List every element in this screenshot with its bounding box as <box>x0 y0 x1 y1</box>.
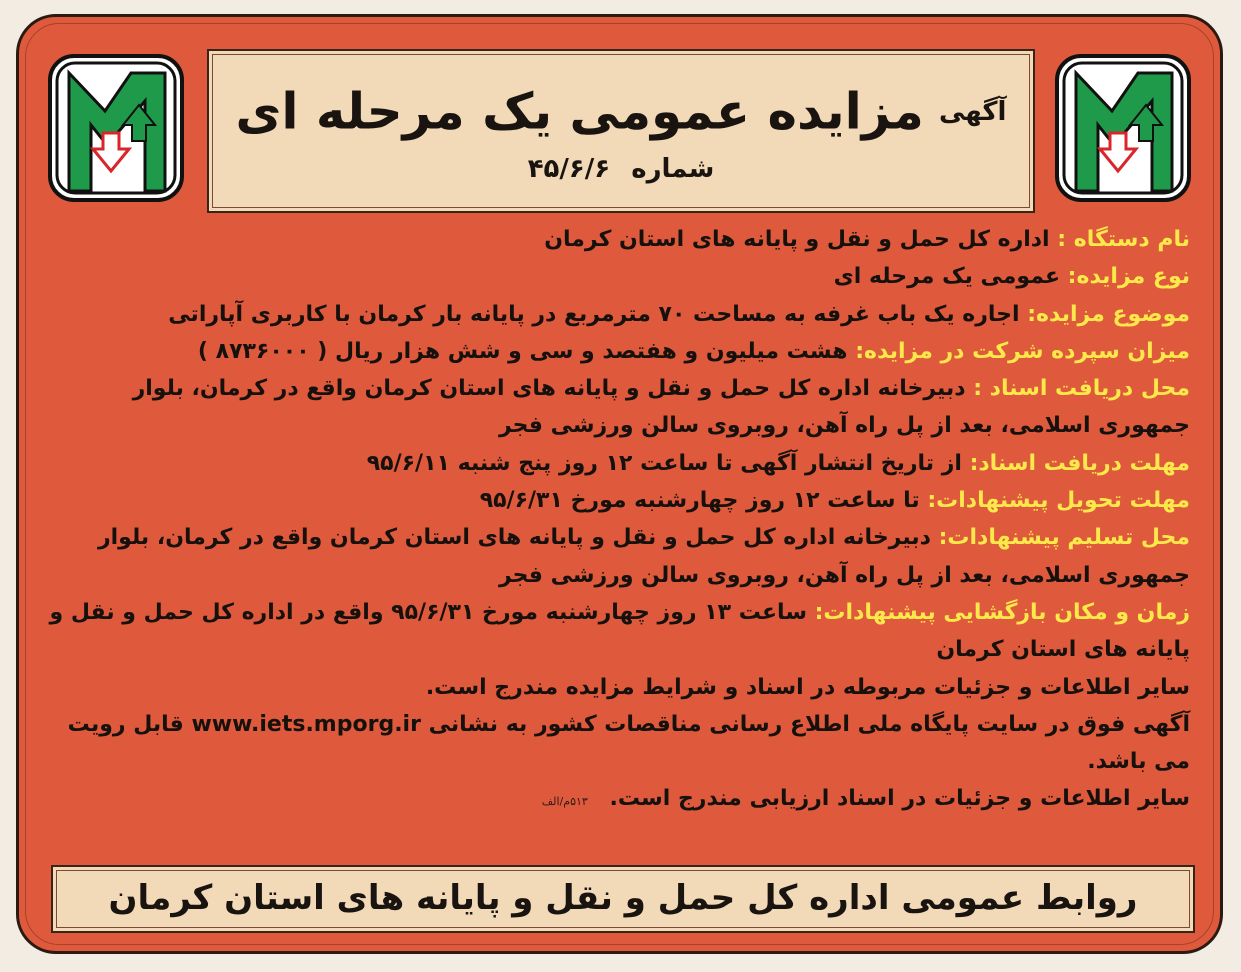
page-title: مزایده عمومی یک مرحله ای <box>235 82 924 141</box>
field-label: محل تسلیم پیشنهادات: <box>938 525 1190 551</box>
field-label: زمان و مکان بازگشایی پیشنهادات: <box>814 599 1190 625</box>
field-label: مهلت دریافت اسناد: <box>969 450 1190 476</box>
note-text: قابل رویت می باشد. <box>67 711 1190 775</box>
footer-box <box>51 865 1195 933</box>
field-value: تا ساعت ۱۲ روز چهارشنبه مورخ ۹۵/۶/۳۱ <box>479 488 920 514</box>
field-documents-location <box>40 370 1190 445</box>
number-label: شماره <box>631 153 715 184</box>
note-line-1: سایر اطلاعات و جزئیات مربوطه در اسناد و شرایط مزایده مندرج است. <box>425 674 1190 700</box>
footer-text: روابط عمومی اداره کل حمل و نقل و پایانه های استان کرمان <box>108 878 1138 918</box>
note-text: سایر اطلاعات و جزئیات در اسناد ارزیابی مندرج است. <box>609 786 1190 812</box>
field-label: محل دریافت اسناد : <box>973 376 1190 402</box>
field-auction-type <box>40 258 1190 295</box>
advertisement-frame <box>16 14 1223 954</box>
field-value: از تاریخ انتشار آگهی تا ساعت ۱۲ روز پنج شنبه ۹۵/۶/۱۱ <box>366 450 962 476</box>
field-label: مهلت تحویل پیشنهادات: <box>927 488 1190 514</box>
field-value: عمومی یک مرحله ای <box>833 264 1060 290</box>
field-label: میزان سپرده شرکت در مزایده: <box>855 338 1190 364</box>
transport-logo-icon <box>1054 53 1192 203</box>
title-prefix: آگهی <box>938 96 1007 127</box>
website-link[interactable]: www.iets.mporg.ir <box>191 711 421 737</box>
field-label: نام دستگاه : <box>1057 227 1190 252</box>
field-proposal-location <box>40 519 1190 594</box>
field-value: ساعت ۱۳ روز چهارشنبه مورخ ۹۵/۶/۳۱ واقع در اداره کل حمل و نقل و پایانه های استان کرمان <box>49 599 1190 663</box>
title-row <box>209 81 1033 142</box>
note-text: آگهی فوق در سایت پایگاه ملی اطلاع رسانی مناقصات کشور به نشانی <box>428 711 1190 737</box>
transport-logo-icon <box>47 53 185 203</box>
announcement-body <box>40 221 1190 821</box>
field-value: اجاره یک باب غرفه به مساحت ۷۰ مترمربع در پایانه بار کرمان با کاربری آپاراتی <box>168 301 1020 327</box>
field-proposal-deadline <box>40 482 1190 519</box>
field-subject <box>40 296 1190 333</box>
field-value: هشت میلیون و هفتصد و سی و شش هزار ریال ( ۸۷۳۶۰۰۰ ) <box>197 338 848 364</box>
field-value: اداره کل حمل و نقل و پایانه های استان کرمان <box>544 227 1050 252</box>
header-box <box>207 49 1035 213</box>
note-line-3 <box>40 780 1190 820</box>
announcement-number <box>209 154 1033 184</box>
ad-code: ۵۱۳م/الف <box>541 795 588 809</box>
field-deposit <box>40 333 1190 370</box>
field-opening-time <box>40 594 1190 669</box>
field-value: دبیرخانه اداره کل حمل و نقل و پایانه های استان کرمان واقع در کرمان، بلوار جمهوری اسلامی، بعد از پل راه آهن، روبروی سالن ورزشی فجر <box>97 525 1190 588</box>
number-value: ۴۵/۶/۶ <box>527 153 611 184</box>
field-documents-deadline <box>40 445 1190 482</box>
field-organization <box>40 221 1190 258</box>
field-label: موضوع مزایده: <box>1027 301 1190 327</box>
note-line-2 <box>40 706 1190 781</box>
field-value: دبیرخانه اداره کل حمل و نقل و پایانه های استان کرمان واقع در کرمان، بلوار جمهوری اسلامی، بعد از پل راه آهن، روبروی سالن ورزشی فجر <box>132 376 1190 439</box>
field-label: نوع مزایده: <box>1067 264 1190 290</box>
